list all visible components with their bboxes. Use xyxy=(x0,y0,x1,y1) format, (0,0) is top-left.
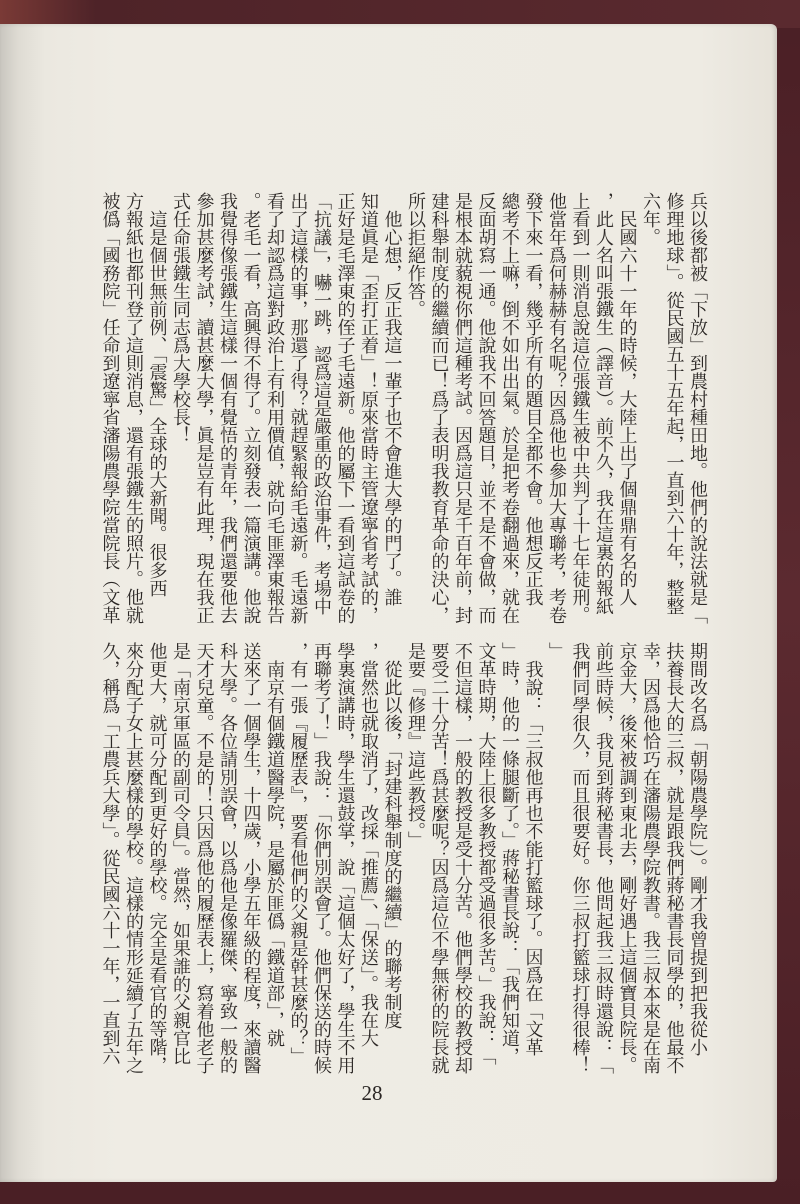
text-column: 參加甚麼考試，讀甚麼大學，眞是豈有此理，現在我正 xyxy=(193,192,215,624)
text-column: ，當然也就取消了，改採「推薦」、「保送」。我在大 xyxy=(358,642,379,1047)
text-column: 這是個世無前例、「震驚」全球的大新聞。很多西 xyxy=(146,192,168,597)
text-column: 知道眞是「歪打正着」！原來當時主管遼寧省考試的， xyxy=(358,192,379,624)
text-column: 是「南京軍區的副司令員」。當然，如果誰的父親官比 xyxy=(170,642,191,1065)
text-column: ，此人名叫張鐵生（譯音）。前不久，我在這裏的報紙 xyxy=(593,192,614,615)
text-column: 京金大，後來被調到東北去，剛好遇上這個寶貝院長。 xyxy=(616,642,638,1074)
text-column: 我們同學很久，而且很要好。你三叔打籃球打得很棒！ xyxy=(569,642,591,1074)
text-column: 民國六十一年的時候，大陸上出了個鼎鼎有名的人 xyxy=(616,192,638,606)
lower-text-block xyxy=(97,642,709,1076)
text-column: 看了却認爲這對政治上有利用價值，就向毛匪澤東報告 xyxy=(264,192,285,624)
text-column: 從此以後，「封建科舉制度的繼續」的聯考制度 xyxy=(381,642,403,1029)
text-column: 被僞「國務院」任命到遼寧省瀋陽農學院當院長（文革 xyxy=(99,192,121,624)
text-column: 我說：「三叔他再也不能打籃球了。因爲在「文革 xyxy=(522,642,544,1056)
text-column: 出了這樣的事，那還了得？就趕緊報給毛遠新。毛遠新 xyxy=(287,192,309,624)
text-column: 他當年爲何赫赫有名呢？因爲他也參加大專聯考，考卷 xyxy=(546,192,567,624)
text-column: 反面胡寫一通。他說我不回答題目，並不是不會做，而 xyxy=(475,192,497,624)
text-column: 久，稱爲「工農兵大學」。從民國六十一年，一直到六 xyxy=(99,642,121,1065)
text-column: 扶養長大的三叔，就是跟我們蔣秘書長同學的，他最不 xyxy=(663,642,685,1074)
text-column: 再聯考了！」我說：「你們別誤會了。他們保送的時候 xyxy=(311,642,332,1074)
text-column: 建科舉制度的繼續而已！爲了表明我教育革命的決心， xyxy=(428,192,450,624)
text-column: 文革時期，大陸上很多教授都受過很多苦。」我說：「 xyxy=(475,642,497,1065)
text-column: 」時，他的一條腿斷了。」蔣秘書長說：「我們知道， xyxy=(499,642,520,1065)
text-column: 南京有個鐵道醫學院，是屬於匪僞「鐵道部」，就 xyxy=(264,642,285,1047)
text-column: 」 xyxy=(546,642,567,660)
text-column: 。老毛一看，高興得不得了。立刻發表一篇演講。他說 xyxy=(240,192,262,624)
text-column: 要受二十分苦！爲甚麼呢？因爲這位不學無術的院長就 xyxy=(428,642,450,1074)
text-column: 六年。 xyxy=(640,192,661,246)
text-column: 正好是毛澤東的侄子毛遠新。他的屬下一看到這試卷的 xyxy=(334,192,356,624)
upper-text-block xyxy=(97,192,709,626)
text-column: 天才兒童。不是的！只因爲他的履歷表上，寫着他老子 xyxy=(193,642,215,1074)
text-column: 我覺得像張鐵生這樣一個有覺悟的青年，我們還要他去 xyxy=(217,192,238,624)
text-column: 上看到一則消息說這位張鐵生被中共判了十七年徒刑。 xyxy=(569,192,591,624)
text-column: 送來了一個學生，十四歲，小學五年級的程度，來讀醫 xyxy=(240,642,262,1074)
text-column: 所以拒絕作答。 xyxy=(405,192,426,318)
text-column: 式任命張鐵生同志爲大學校長！ xyxy=(170,192,191,444)
text-column: 來分配子女上甚麼樣的學校。這樣的情形延續了五年之 xyxy=(123,642,144,1074)
text-column: 「抗議」，嚇一跳，認爲這是嚴重的政治事件，考場中 xyxy=(311,192,332,615)
text-column: 是要『修理』這些教授。」 xyxy=(405,642,426,849)
book-page xyxy=(0,24,777,1182)
text-column: 前些時候，我見到蔣秘書長，他問起我三叔時還說：「 xyxy=(593,642,614,1074)
text-column: 不但這樣，一般的教授是受十分苦。他們學校的教授却 xyxy=(452,642,473,1074)
text-column: 他更大，就可分配到更好的學校。完全是看官的等階， xyxy=(146,642,168,1074)
text-column: 兵以後都被「下放」到農村種田地。他們的說法就是「 xyxy=(687,192,708,624)
text-column: 幸，因爲他恰巧在瀋陽農學院教書。我三叔本來是在南 xyxy=(640,642,661,1074)
text-column: 方報紙也都刊登了這則消息，還有張鐵生的照片。他就 xyxy=(123,192,144,624)
text-column: 學裏演講時，學生還鼓掌，說「這個太好了，學生不用 xyxy=(334,642,356,1074)
text-column: 是根本就藐視你們這種考試。因爲這只是千百年前，封 xyxy=(452,192,473,624)
text-column: ，有一張『履歷表』，要看他們的父親是幹甚麼的？」 xyxy=(287,642,309,1065)
text-column: 他心想，反正我這一輩子也不會進大學的門了。誰 xyxy=(381,192,403,606)
text-column: 科大學。各位請別誤會，以爲他是像羅傑、寧致一般的 xyxy=(217,642,238,1074)
text-column: 修理地球」。從民國五十五年起，一直到六十年，整整 xyxy=(663,192,685,615)
text-column: 期間改名爲「朝陽農學院」）。剛才我曾提到把我從小 xyxy=(687,642,708,1056)
text-column: 總考不上嘛，倒不如出出氣。於是把考卷翻過來，就在 xyxy=(499,192,520,624)
page-number: 28 xyxy=(361,1081,383,1105)
text-column: 發下來一看，幾乎所有的題目全都不會。他想反正我 xyxy=(522,192,544,606)
